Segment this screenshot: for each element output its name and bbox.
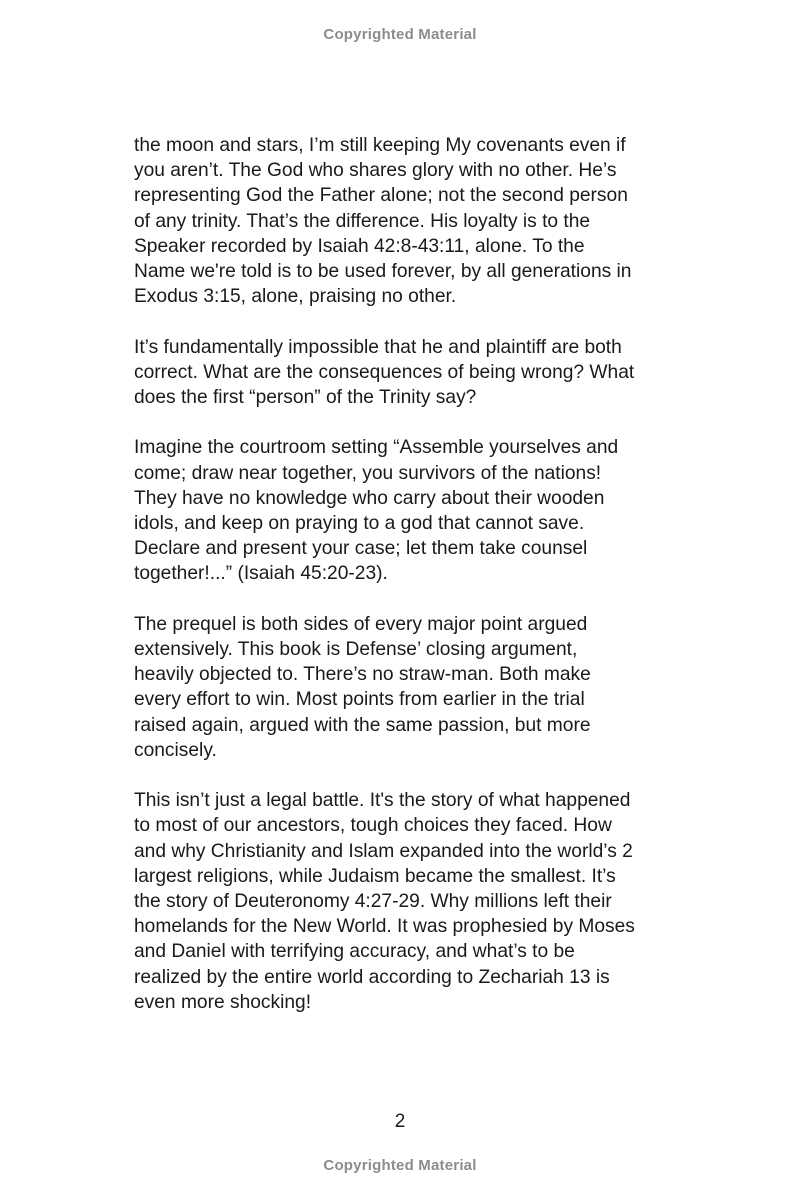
copyright-watermark-bottom: Copyrighted Material	[323, 1157, 477, 1174]
paragraph-1: the moon and stars, I’m still keeping My covenants even if you aren’t. The God who shares glory with no other. He’s representing God the Father alone; not the second person of any trinity. That’s the difference. His loyalty is to the Speaker recorded by Isaiah 42:8-43:11, alone. To the Name we're told is to be used forever, by all generations in Exodus 3:15, alone, praising no other.	[134, 135, 632, 308]
paragraph-5: This isn’t just a legal battle. It's the story of what happened to most of our ancestors, tough choices they faced. How and why Christianity and Islam expanded into the world’s 2 largest religions, while Judaism became the smallest. It’s the story of Deuteronomy 4:27-29. Why millions left their homelands for the New World. It was prophesied by Moses and Daniel with terrifying accuracy, and what’s to be realized by the entire world according to Zechariah 13 is even more shocking!	[134, 790, 635, 1013]
paragraph-2: It’s fundamentally impossible that he and plaintiff are both correct. What are the consequences of being wrong? What does the first “person” of the Trinity say?	[134, 336, 635, 409]
copyright-watermark-top: Copyrighted Material	[323, 26, 477, 43]
paragraph-3: Imagine the courtroom setting “Assemble yourselves and come; draw near together, you survivors of the nations! They have no knowledge who carry about their wooden idols, and keep on praying to a god that cannot save. Declare and present your case; let them take counsel together!...” (Isaiah 45:20-23).	[134, 437, 619, 585]
paragraph-4: The prequel is both sides of every major point argued extensively. This book is Defense’ closing argument, heavily objected to. There’s no straw-man. Both make every effort to win. Most points from earlier in the trial raised again, argued with the same passion, but more concisely.	[134, 613, 591, 761]
page-number: 2	[394, 1111, 406, 1132]
page-body	[134, 133, 694, 1040]
